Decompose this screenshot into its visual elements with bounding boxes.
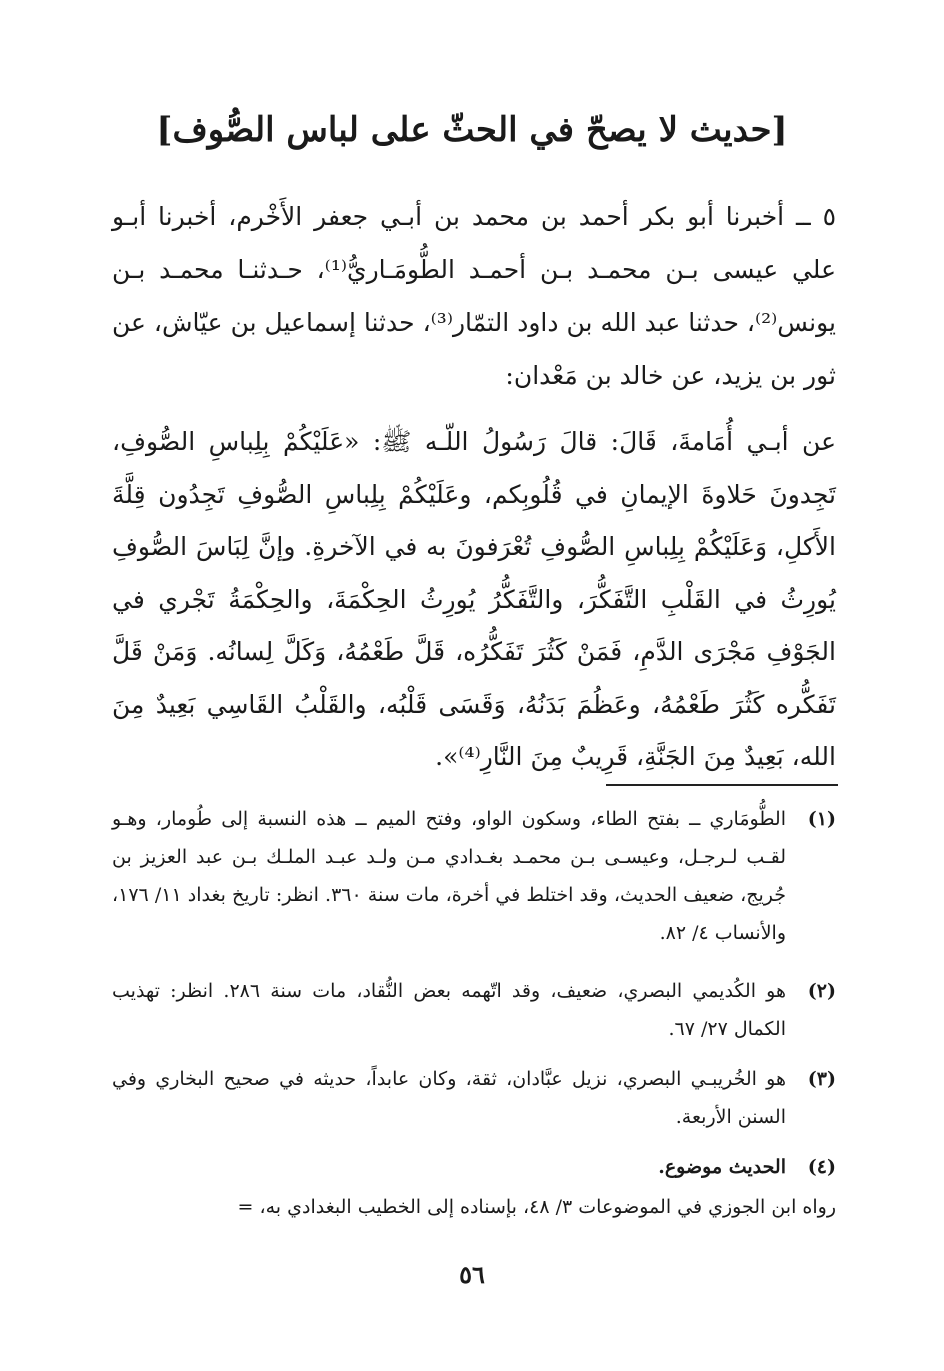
footnote-number: (٣) <box>807 1068 836 1090</box>
footnote-continuation: رواه ابن الجوزي في الموضوعات ٣/ ٤٨، بإسناده إلى الخطيب البغدادي به، = <box>237 1196 836 1218</box>
footnote-4 <box>112 1148 836 1186</box>
hadith-text-paragraph: عن أبـي أُمَامةَ، قَالَ: قالَ رَسُولُ اللّـه ﷺ: «عَلَيْكُمْ بِلِباسِ الصُّوفِ، تَجِدونَ حَلاوةَ الإيمانِ في قُلُوبِكم، وعَلَيْكُمْ بِلِباسِ الصُّوفِ تَجِدُون قِلَّةَ الأَكلِ، وَعَلَيْكُمْ بِلِباسِ الصُّوفِ تُعْرَفونَ به في الآخرةِ. وإنَّ لِبَاسَ الصُّوفِ يُورِثُ في القَلْبِ التَّفَكُّرَ، والتَّفَكُّرُ يُورِثُ الحِكْمَةَ، والحِكْمَةُ تَجْري في الجَوْفِ مَجْرَى الدَّمِ، فَمَنْ كَثُرَ تَفَكُّرُه، قَلَّ طَعْمُهُ، وَكَلَّ لِسانُه. وَمَنْ قَلَّ تَفَكُّره كَثُرَ طَعْمُهُ، وعَظُمَ بَدَنُهُ، وَقَسَى قَلْبُه، والقَلْبُ القَاسِي بَعِيدٌ مِنَ الله، بَعِيدٌ مِنَ الجَنَّةِ، قَرِيبٌ مِنَ النَّارِ⁽⁴⁾». <box>112 427 836 771</box>
footnote-number: (١) <box>807 808 836 830</box>
footnote-number: (٤) <box>807 1156 836 1178</box>
footnote-1 <box>112 800 836 952</box>
footnote-text: الحديث موضوع. <box>658 1156 786 1178</box>
page-number: ٥٦ <box>459 1260 485 1289</box>
isnad-paragraph: ٥ ــ أخبرنا أبو بكر أحمد بن محمد بن أبـي جعفر الأَخْرم، أخبرنا أبـو علي عيسى بـن محمـد بـن أحمـد الطُّومَـاريُّ⁽¹⁾، حـدثنـا محمـد بـن يونس⁽²⁾، حدثنا عبد الله بن داود التمّار⁽³⁾، حدثنا إسماعيل بن عيّاش، عن ثور بن يزيد، عن خالد بن مَعْدان: <box>112 202 836 390</box>
footnote-2 <box>112 972 836 1048</box>
footnote-number: (٢) <box>807 980 836 1002</box>
footnote-text: الطُّومَاري ــ بفتح الطاء، وسكون الواو، وفتح الميم ــ هذه النسبة إلى طُومار، وهـو لقـب لـرجـل، وعيسـى بـن محمـد بغـدادي مـن ولـد عبـد الملـك بـن عبد العزيز بن جُريج، ضعيف الحديث، وقد اختلط في أخرة، مات سنة ٣٦٠. انظر: تاريخ بغداد ١١/ ١٧٦، والأنساب ٤/ ٨٢. <box>112 808 786 944</box>
chapter-title: [حديث لا يصحّ في الحثّ على لباس الصُّوف] <box>156 110 788 150</box>
footnote-text: هو الخُريبـي البصري، نزيل عبَّادان، ثقة، وكان عابداً، حديثه في صحيح البخاري وفي السنن الأربعة. <box>112 1068 786 1128</box>
footnote-text: هو الكُديمي البصري، ضعيف، وقد اتّهمه بعض النُّقاد، مات سنة ٢٨٦. انظر: تهذيب الكمال ٢٧/ ٦٧. <box>112 980 787 1040</box>
footnote-divider <box>606 784 838 786</box>
footnote-3 <box>112 1060 836 1136</box>
